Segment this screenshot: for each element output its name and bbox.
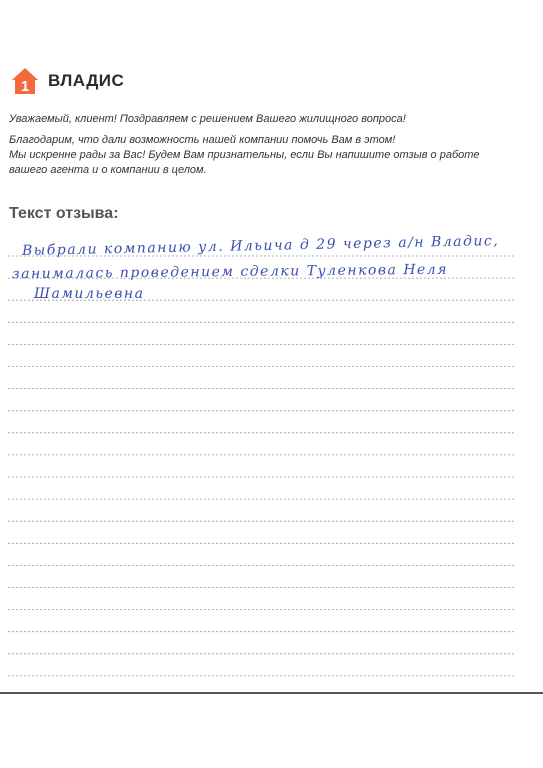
ruled-lines <box>8 0 518 768</box>
greeting-text: Уважаемый, клиент! Поздравляем с решением Вашего жилищного вопроса! <box>9 113 406 125</box>
brand-name: ВЛАДИС <box>48 71 125 90</box>
thanks-line-3: вашего агента и о компании в целом. <box>9 164 207 176</box>
thanks-line-1: Благодарим, что дали возможность нашей компании помочь Вам в этом! <box>9 134 396 146</box>
logo-number: 1 <box>20 78 30 95</box>
handwritten-line-1: Выбрали компанию ул. Ильича д 29 через а/н Владис, <box>21 233 500 259</box>
handwritten-line-2: занималась проведением сделки Туленкова Неля <box>11 261 449 283</box>
review-heading: Текст отзыва: <box>9 205 119 222</box>
handwritten-line-3: Шамильевна <box>34 286 145 302</box>
thanks-line-2: Мы искренне рады за Вас! Будем Вам признательны, если Вы напишите отзыв о работе <box>9 149 480 161</box>
bottom-divider <box>0 692 543 694</box>
